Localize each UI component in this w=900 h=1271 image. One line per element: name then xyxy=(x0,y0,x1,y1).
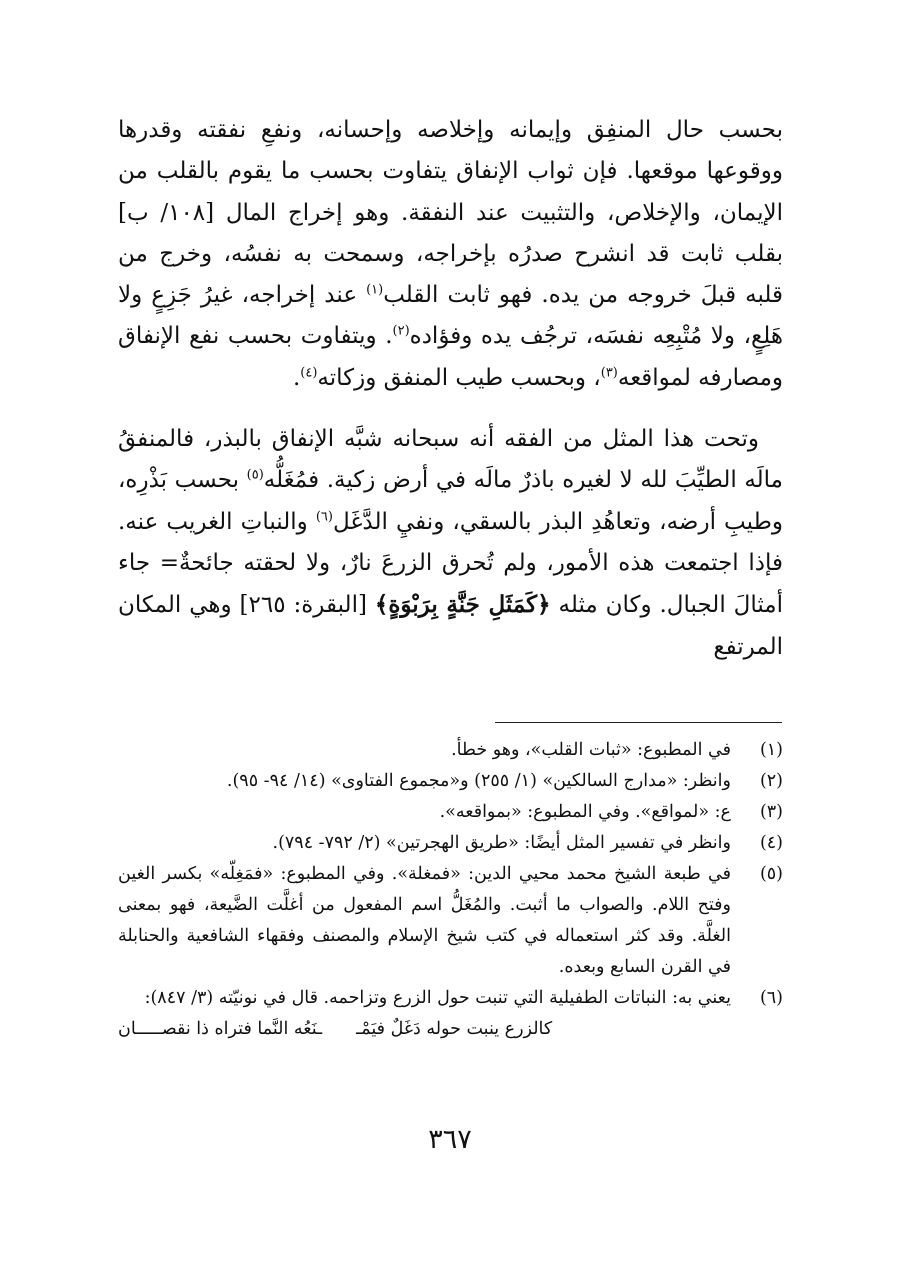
footnote-number: (٥) xyxy=(759,864,783,884)
footnote-text: يعني به: النباتات الطفيلية التي تنبت حول الزرع وتزاحمه. قال في نونيّته (٣/ ٨٤٧): xyxy=(144,988,731,1008)
footnote-marker[interactable]: (٣) xyxy=(600,365,618,381)
footnote-5 xyxy=(118,859,783,983)
footnote-number: (١) xyxy=(759,740,783,760)
footnote-text: وانظر: «مدارج السالكين» (١/ ٢٥٥) و«مجموع الفتاوى» (١٤/ ٩٤- ٩٥). xyxy=(226,771,731,791)
paragraph-2 xyxy=(118,419,783,668)
poem-hemistich-1: كالزرع ينبت حوله دَغَلٌ فيَمْـ xyxy=(356,1019,553,1039)
footnote-marker[interactable]: (٤) xyxy=(300,365,318,381)
footnote-number: (٢) xyxy=(759,771,783,791)
footnote-marker[interactable]: (٦) xyxy=(315,509,333,525)
main-text xyxy=(118,110,783,668)
poem-hemistich-2: ـنَعُه النَّما فتراه ذا نقصـــــان xyxy=(118,1019,323,1039)
footnote-2 xyxy=(118,766,783,797)
footnote-text: في المطبوع: «ثبات القلب»، وهو خطأ. xyxy=(451,740,731,760)
footnote-marker[interactable]: (٥) xyxy=(246,467,264,483)
paragraph-1-part: عند إخراجه، غيرُ جَزِعٍ ولا هَلِعٍ، ولا مُتْبِعِه نفسَه، ترجُف يده وفؤاده xyxy=(118,282,783,350)
footnote-4 xyxy=(118,828,783,859)
paragraph-2-part: والنباتِ الغريب عنه. فإذا اجتمعت هذه الأمور، ولم تُحرق الزرعَ نارٌ، ولا لحقته جائحةٌ= جاء أمثالَ الجبال. وكان مثله xyxy=(118,508,783,619)
paragraph-2-part: بحسب بَذْرِه، وطيبِ أرضه، وتعاهُدِ البذر بالسقي، ونفيِ الدَّغَل xyxy=(118,467,783,535)
footnote-text: ع: «لمواقع». وفي المطبوع: «بمواقعه». xyxy=(439,802,731,822)
footnote-3 xyxy=(118,797,783,828)
paragraph-1-part: . xyxy=(292,364,301,391)
footnote-number: (٦) xyxy=(759,988,783,1008)
footnote-marker[interactable]: (٢) xyxy=(392,323,410,339)
footnote-number: (٣) xyxy=(759,802,783,822)
poem-verse xyxy=(118,1014,723,1045)
footnote-6 xyxy=(118,983,783,1014)
footnote-text: وانظر في تفسير المثل أيضًا: «طريق الهجرتين» (٢/ ٧٩٢- ٧٩٤). xyxy=(272,833,731,853)
paragraph-1 xyxy=(118,110,783,399)
footnote-text: في طبعة الشيخ محمد محيي الدين: «فمغلة». وفي المطبوع: «فمَغِلّه» بكسر الغين وفتح اللام. والصواب ما أثبت. والمُغَلُّ اسم المفعول من أغلَّت الضَّيعة، فهو بمعنى الغلَّة. وقد كثر استعماله في كتب شيخ الإسلام والمصنف وفقهاء الشافعية والحنابلة في القرن السابع وبعده. xyxy=(118,864,731,977)
paragraph-2-part: [البقرة: ٢٦٥] وهي المكان المرتفع xyxy=(118,592,783,660)
footnotes xyxy=(118,735,783,1045)
page-number: ٣٦٧ xyxy=(428,1124,472,1155)
footnote-marker[interactable]: (١) xyxy=(366,282,384,298)
quran-verse: ﴿كَمَثَلِ جَنَّةٍ بِرَبْوَةٍ﴾ xyxy=(374,591,551,619)
paragraph-2-part: وتحت هذا المثل من الفقه أنه سبحانه شبَّه الإنفاق بالبذر، فالمنفقُ مالَه الطيِّبَ لله لا لغيره باذرٌ مالَه في أرض زكية. فمُغَلُّه xyxy=(118,426,783,494)
footnote-1 xyxy=(118,735,783,766)
footnote-divider xyxy=(495,722,782,723)
paragraph-1-part: بحسب حال المنفِق وإيمانه وإخلاصه وإحسانه، ونفعِ نفقته وقدرها ووقوعها موقعها. فإن ثواب الإنفاق يتفاوت بحسب ما يقوم بالقلب من الإيمان، والإخلاص، والتثبيت عند النفقة. وهو إخراج المال [١٠٨/ ب] بقلب ثابت قد انشرح صدرُه بإخراجه، وسمحت به نفسُه، وخرج من قلبه قبلَ خروجه من يده. فهو ثابت القلب xyxy=(118,117,784,309)
paragraph-1-part: ، وبحسب طيب المنفق وزكاته xyxy=(317,364,601,391)
footnote-number: (٤) xyxy=(759,833,783,853)
paragraph-1-part: . ويتفاوت بحسب نفع الإنفاق ومصارفه لمواقعه xyxy=(118,323,783,391)
